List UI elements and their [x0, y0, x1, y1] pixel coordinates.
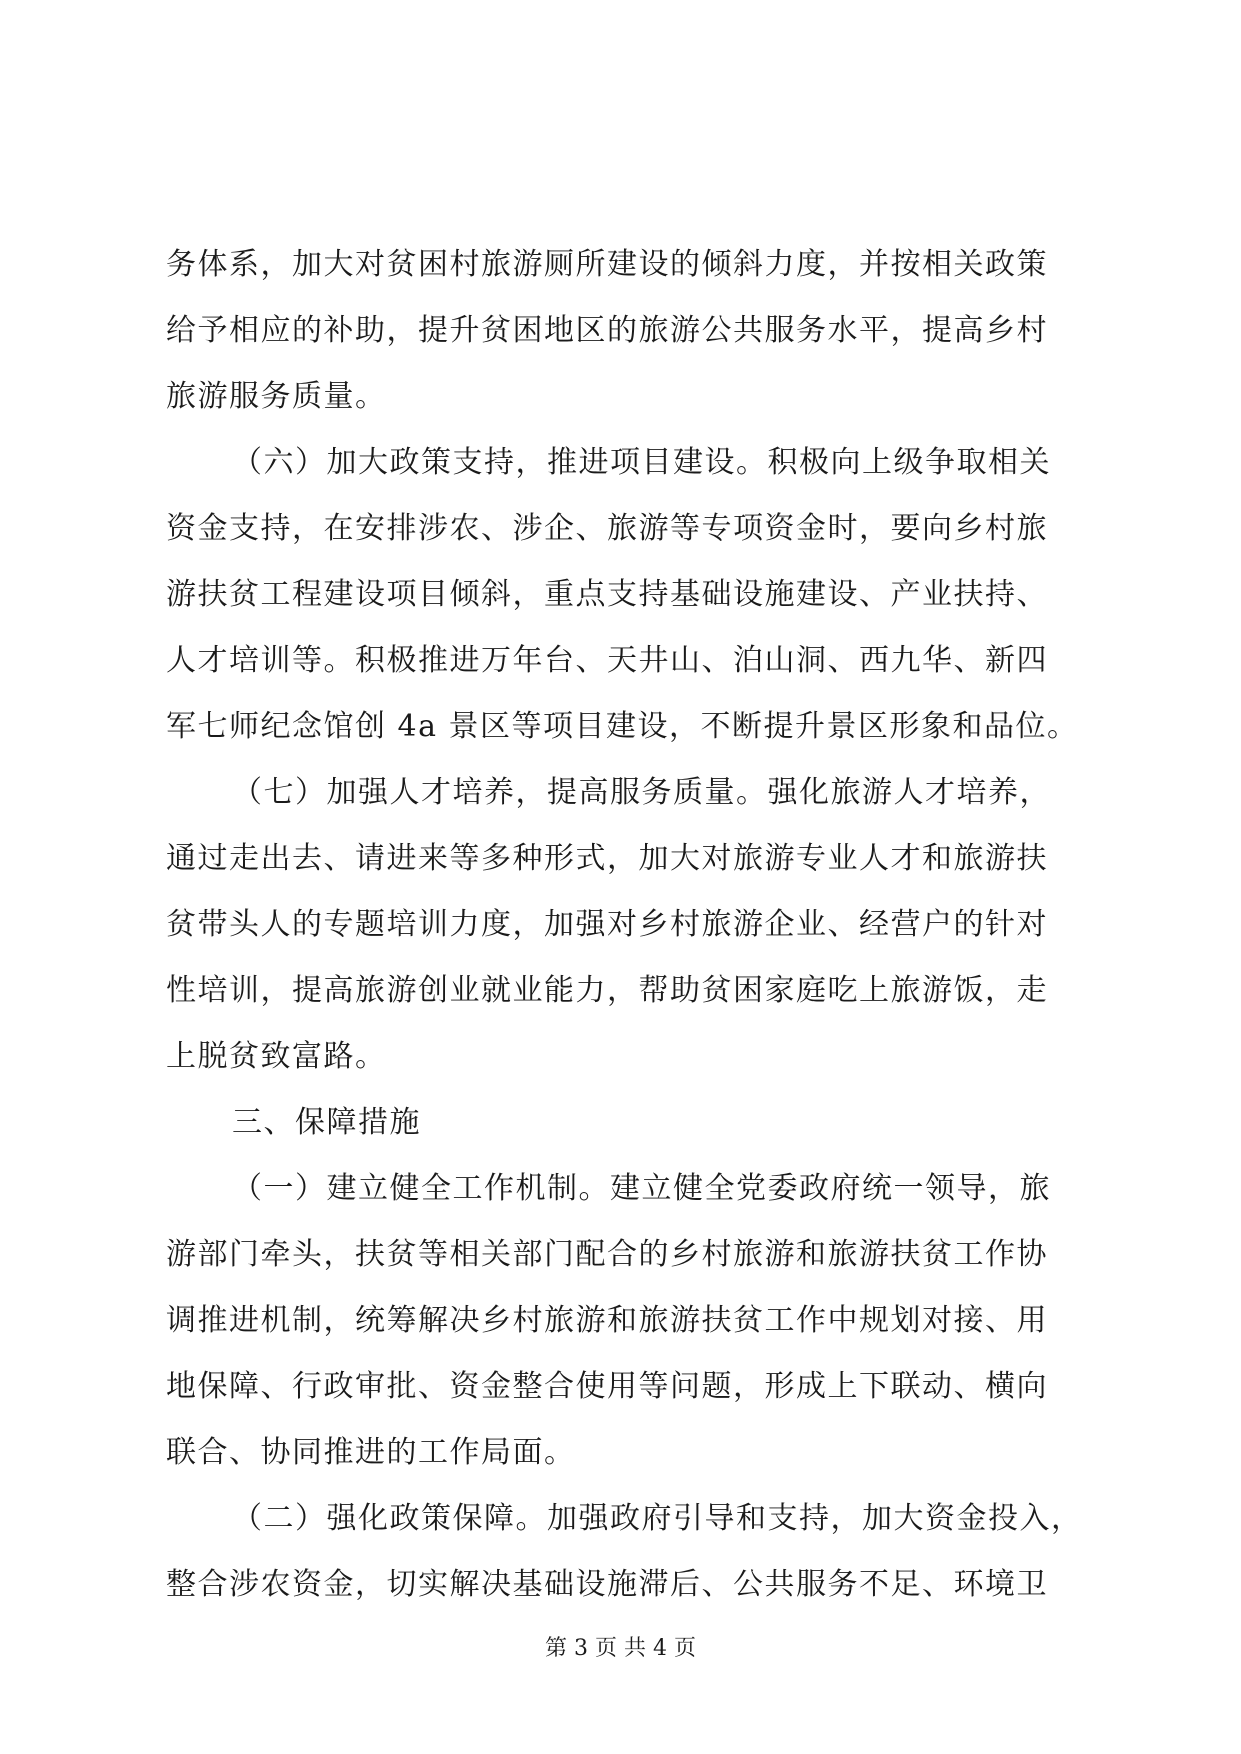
text-line: 资金支持，在安排涉农、涉企、旅游等专项资金时，要向乡村旅: [166, 511, 1048, 546]
text-line: 地保障、行政审批、资金整合使用等问题，形成上下联动、横向: [166, 1369, 1048, 1404]
text-line: （一）建立健全工作机制。建立健全党委政府统一领导，旅: [232, 1171, 1051, 1206]
document-body: [166, 232, 1086, 1618]
text-line: 游部门牵头，扶贫等相关部门配合的乡村旅游和旅游扶贫工作协: [166, 1237, 1048, 1272]
text-line: 三、保障措施: [232, 1105, 421, 1140]
text-line: 通过走出去、请进来等多种形式，加大对旅游专业人才和旅游扶: [166, 841, 1048, 876]
text-line: 上脱贫致富路。: [166, 1039, 387, 1074]
text-line: 给予相应的补助，提升贫困地区的旅游公共服务水平，提高乡村: [166, 313, 1048, 348]
page-footer: 第 3 页 共 4 页: [545, 1636, 696, 1661]
text-line: 整合涉农资金，切实解决基础设施滞后、公共服务不足、环境卫: [166, 1567, 1048, 1602]
text-line: 务体系，加大对贫困村旅游厕所建设的倾斜力度，并按相关政策: [166, 247, 1048, 282]
text-line: 游扶贫工程建设项目倾斜，重点支持基础设施建设、产业扶持、: [166, 577, 1048, 612]
text-line: 军七师纪念馆创 4a 景区等项目建设，不断提升景区形象和品位。: [166, 709, 1079, 744]
text-line: 性培训，提高旅游创业就业能力，帮助贫困家庭吃上旅游饭，走: [166, 973, 1048, 1008]
text-line: （二）强化政策保障。加强政府引导和支持，加大资金投入，: [232, 1501, 1083, 1536]
text-line: 旅游服务质量。: [166, 379, 387, 414]
text-line: 贫带头人的专题培训力度，加强对乡村旅游企业、经营户的针对: [166, 907, 1048, 942]
text-line: 调推进机制，统筹解决乡村旅游和旅游扶贫工作中规划对接、用: [166, 1303, 1048, 1338]
text-line: （七）加强人才培养，提高服务质量。强化旅游人才培养，: [232, 775, 1051, 810]
text-line: （六）加大政策支持，推进项目建设。积极向上级争取相关: [232, 445, 1051, 480]
text-line: 人才培训等。积极推进万年台、天井山、泊山洞、西九华、新四: [166, 643, 1048, 678]
text-line: 联合、协同推进的工作局面。: [166, 1435, 576, 1470]
